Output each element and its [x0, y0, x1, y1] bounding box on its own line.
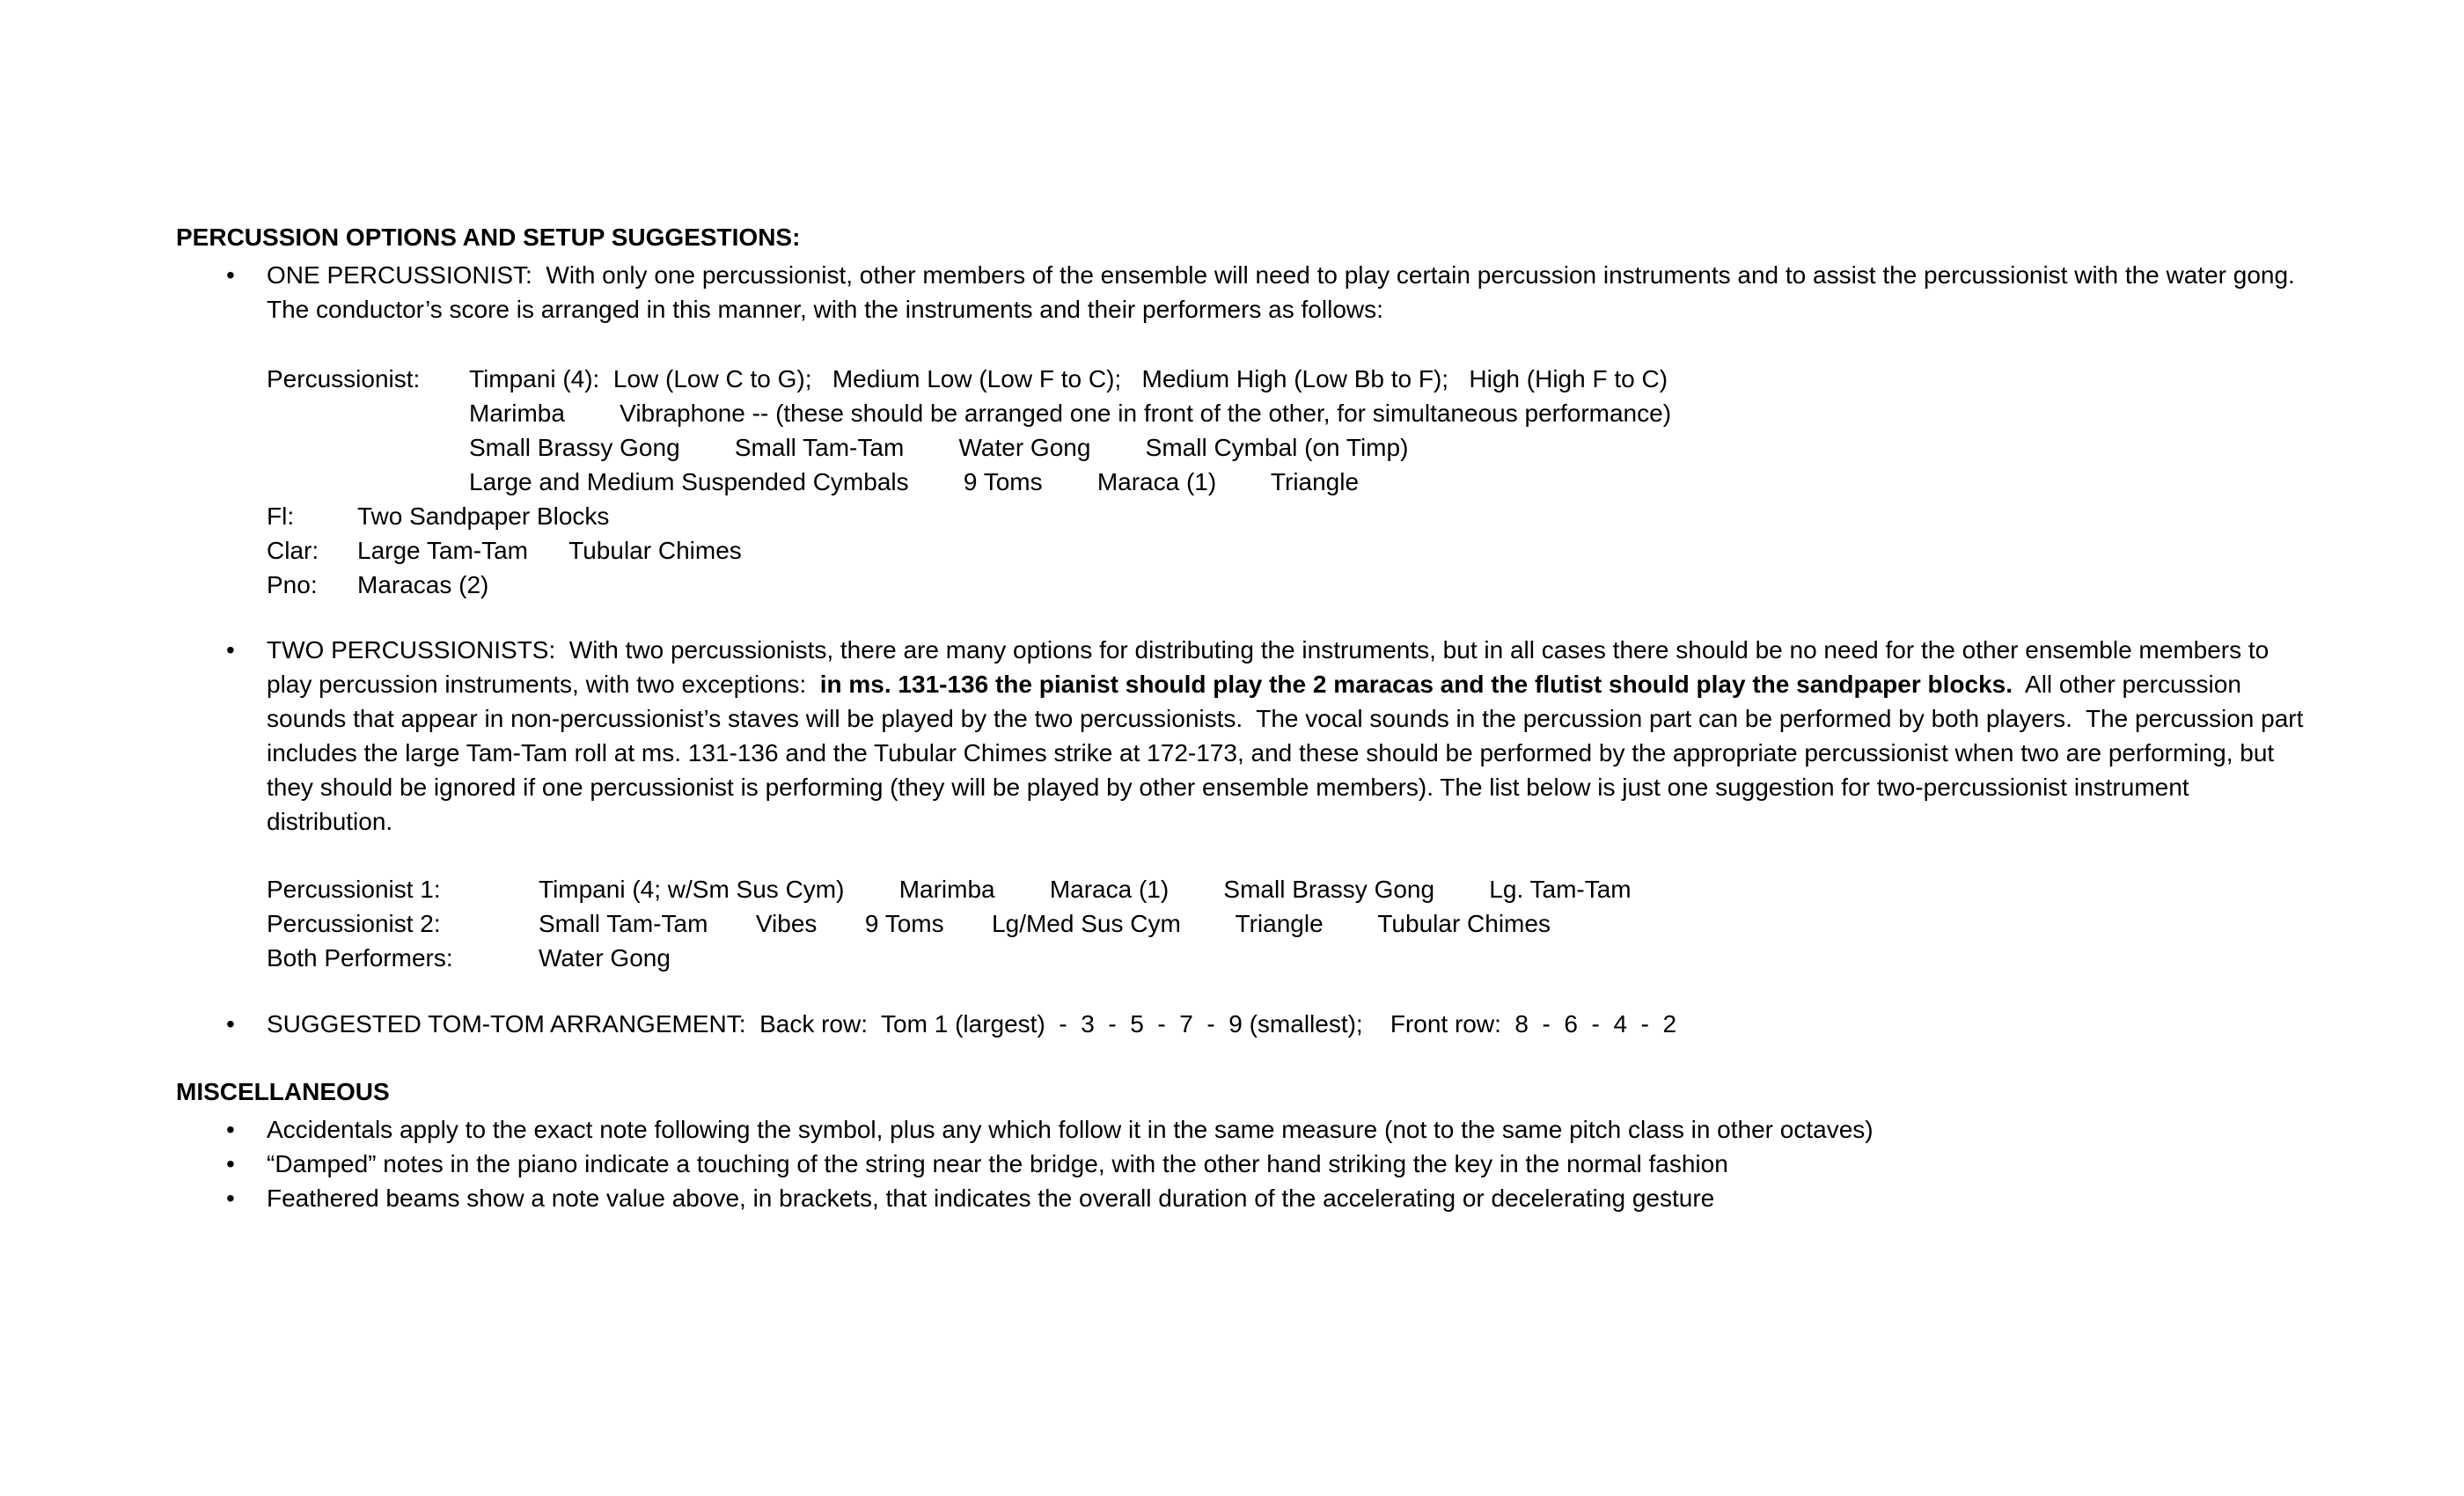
table-row — [267, 465, 2306, 499]
row-label: Percussionist 2: — [267, 910, 441, 937]
distribution-table — [267, 872, 2306, 975]
row-content: Maracas (2) — [357, 571, 489, 598]
one-percussionist-text: ONE PERCUSSIONIST: With only one percussionist, other members of the ensemble will need to play certain percussion instruments and to assist the percussionist with the water gong. The conductor’s score is arranged in this manner, with the instruments and their performers as follows: — [267, 261, 2308, 323]
row-content: Small Brassy Gong Small Tam-Tam Water Gong Small Cymbal (on Timp) — [469, 434, 1409, 461]
row-content: Large Tam-Tam Tubular Chimes — [357, 537, 742, 564]
row-label — [267, 396, 469, 430]
bullet-damped-notes — [176, 1147, 2306, 1181]
row-content: Two Sandpaper Blocks — [357, 502, 610, 530]
bullet-icon: • — [226, 1116, 235, 1143]
two-percussionists-post-bold: All other percussion sounds that appear in non-percussionist’s staves will be played by the two percussionists. The vocal sounds in the percussion part can be performed by both players. The percussion part includes the large Tam-Tam roll at ms. 131-136 and the Tubular Chimes strike at 172-173, and these should be performed by the appropriate percussionist when two are performing, but they should be ignored if one percussionist is performing (they will be played by other ensemble members). The list below is just one suggestion for two-percussionist instrument distribution. — [267, 671, 2311, 835]
row-content: Small Tam-Tam Vibes 9 Toms Lg/Med Sus Cym Triangle Tubular Chimes — [539, 910, 1551, 937]
table-row — [267, 430, 2306, 465]
document-content — [176, 220, 2311, 1215]
row-label: Pno: — [267, 571, 318, 598]
table-row — [267, 396, 2306, 430]
accidentals-text: Accidentals apply to the exact note following the symbol, plus any which follow it in the same measure (not to the same pitch class in other octaves) — [267, 1116, 1874, 1143]
bullet-two-percussionists — [176, 633, 2311, 839]
feathered-beams-text: Feathered beams show a note value above, in brackets, that indicates the overall duration of the accelerating or decelerating gesture — [267, 1184, 1715, 1212]
row-label: Fl: — [267, 502, 295, 530]
two-percussionists-bold: in ms. 131-136 the pianist should play the 2 maracas and the flutist should play the sandpaper blocks. — [819, 671, 2013, 698]
bullet-icon: • — [226, 1010, 235, 1038]
bullet-tomtom-arrangement — [176, 1007, 2306, 1041]
tomtom-arrangement-text: SUGGESTED TOM-TOM ARRANGEMENT: Back row: Tom 1 (largest) - 3 - 5 - 7 - 9 (smallest); Front row: 8 - 6 - 4 - 2 — [267, 1010, 1677, 1038]
row-label: Clar: — [267, 537, 319, 564]
row-label — [267, 430, 469, 465]
row-content: Water Gong — [539, 944, 671, 972]
table-row — [267, 499, 2306, 533]
section-title-percussion-options: PERCUSSION OPTIONS AND SETUP SUGGESTIONS: — [176, 224, 801, 251]
damped-notes-text: “Damped” notes in the piano indicate a touching of the string near the bridge, with the other hand striking the key in the normal fashion — [267, 1150, 1728, 1177]
row-content: Timpani (4): Low (Low C to G); Medium Low (Low F to C); Medium High (Low Bb to F); High (High F to C) — [469, 365, 1668, 392]
bullet-icon: • — [226, 1150, 235, 1177]
table-row — [267, 362, 2306, 396]
row-content: Large and Medium Suspended Cymbals 9 Toms Maraca (1) Triangle — [469, 468, 1360, 495]
table-row — [267, 906, 2306, 941]
row-label: Percussionist 1: — [267, 876, 441, 903]
two-percussionists-pre-bold: TWO PERCUSSIONISTS: With two percussionists, there are many options for distributing the instruments, but in all cases there should be no need for the other ensemble members to play percussion instruments, with two exceptions: — [267, 636, 2277, 698]
table-row — [267, 568, 2306, 602]
table-row — [267, 872, 2306, 906]
row-label — [267, 465, 469, 499]
row-content: Timpani (4; w/Sm Sus Cym) Marimba Maraca (1) Small Brassy Gong Lg. Tam-Tam — [539, 876, 1632, 903]
bullet-icon: • — [226, 261, 235, 289]
setup-table — [267, 362, 2306, 602]
row-label: Percussionist: — [267, 365, 421, 392]
bullet-feathered-beams — [176, 1181, 2306, 1215]
table-row — [267, 941, 2306, 975]
bullet-icon: • — [226, 1184, 235, 1212]
section-title-miscellaneous: MISCELLANEOUS — [176, 1078, 390, 1105]
bullet-icon: • — [226, 636, 235, 664]
row-content: Marimba Vibraphone -- (these should be arranged one in front of the other, for simultaneous performance) — [469, 400, 1672, 427]
bullet-one-percussionist — [176, 258, 2306, 326]
table-row — [267, 533, 2306, 568]
bullet-accidentals — [176, 1112, 2306, 1147]
two-percussionists-text — [267, 633, 2311, 839]
row-label: Both Performers: — [267, 944, 453, 972]
